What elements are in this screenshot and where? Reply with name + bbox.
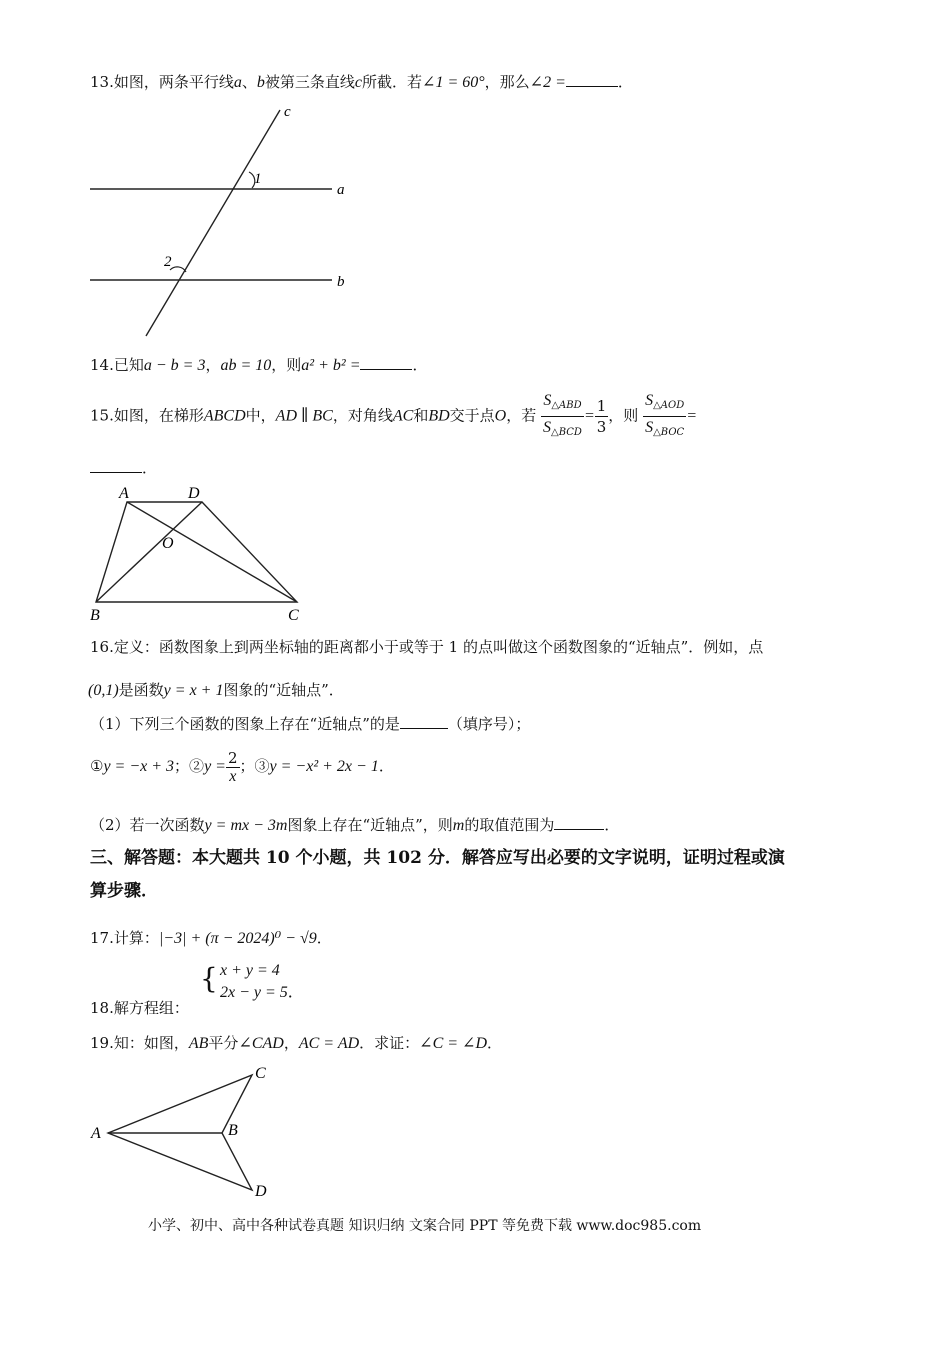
label-D: D	[255, 1183, 267, 1200]
label-1: 1	[254, 171, 262, 187]
label-b: b	[337, 274, 345, 290]
label-a: a	[337, 182, 345, 198]
answer-blank	[90, 458, 142, 473]
q15-text: 15.如图，在梯形ABCD中，AD ∥ BC，对角线AC和BD交于点O，若 $\frac{S_{\triangle ABD}}{S_{\triangle BCD}}$ = $\frac{1}{3}$ ，则 $\frac{S_{\triangle AOD}}{S_{\triangle BOC}}$ =	[90, 390, 697, 443]
q16-line1: 16.定义：函数图象上到两坐标轴的距离都小于或等于 1 的点叫做这个函数图象的“近轴点”．例如，点	[90, 638, 764, 656]
q16-line2: (0,1)是函数y = x + 1图象的“近轴点”．	[88, 681, 344, 699]
equation-2: 2x − y = 5．	[220, 984, 304, 1001]
label-c: c	[284, 104, 291, 120]
q16-part2: （2）若一次函数y = mx − 3m图象上存在“近轴点”，则m的取值范围为 ．	[90, 816, 620, 834]
answer-blank	[566, 72, 618, 87]
ratio-one-third: $\frac{1}{3}$	[596, 397, 607, 436]
section-heading-cont: 算步骤．	[90, 881, 158, 901]
answer-blank	[400, 714, 448, 729]
ratio-aod-boc: $\frac{S_{\triangle AOD}}{S_{\triangle BOC}}$	[645, 392, 685, 438]
label-O: O	[162, 535, 174, 552]
q16-part1: （1）下列三个函数的图象上存在“近轴点”的是 （填序号）；	[90, 715, 531, 733]
label-D: D	[188, 485, 200, 502]
q13-text: 13.如图，两条平行线a、b被第三条直线c所截．若∠1 = 60°，那么∠2 = ．	[90, 73, 633, 91]
fraction-2-over-x: $\frac{2}{x}$	[227, 748, 238, 785]
footer-text: 小学、初中、高中各种试卷真题 知识归纳 文案合同 PPT 等免费下载 www.doc985.com	[148, 1218, 702, 1234]
label-B: B	[228, 1122, 238, 1139]
q19-text: 19.知：如图，AB平分∠CAD，AC = AD．求证：∠C = ∠D．	[90, 1034, 503, 1052]
q16-options: ①y = −x + 3；②y = $\frac{2}{x}$ ；③y = −x² + 2x − 1．	[90, 748, 394, 785]
section-heading: 三、解答题：本大题共 10 个小题，共 102 分．解答应写出必要的文字说明，证明过程或演	[90, 848, 785, 868]
answer-blank	[554, 815, 604, 830]
ratio-abd-bcd: $\frac{S_{\triangle ABD}}{S_{\triangle BCD}}$	[543, 392, 582, 438]
q15-answer-line: ．	[90, 458, 157, 478]
q19-figure	[85, 1060, 285, 1202]
q14-text: 14.已知a − b = 3，ab = 10，则a² + b² = ．	[90, 356, 428, 374]
q17-text: 17.计算：|−3| + (π − 2024)⁰ − √9．	[90, 929, 332, 947]
equation-1: x + y = 4	[220, 962, 280, 979]
label-C: C	[288, 607, 299, 624]
label-B: B	[90, 607, 100, 624]
q15-figure	[85, 482, 315, 624]
q13-figure	[80, 100, 370, 340]
answer-blank	[360, 355, 412, 370]
q18-text: 18.解方程组：	[90, 999, 189, 1017]
q18-system: { x + y = 4 2x − y = 5．	[200, 960, 304, 1004]
label-C: C	[255, 1065, 266, 1082]
label-A: A	[119, 485, 129, 502]
label-2: 2	[164, 254, 172, 270]
label-A: A	[91, 1125, 101, 1142]
